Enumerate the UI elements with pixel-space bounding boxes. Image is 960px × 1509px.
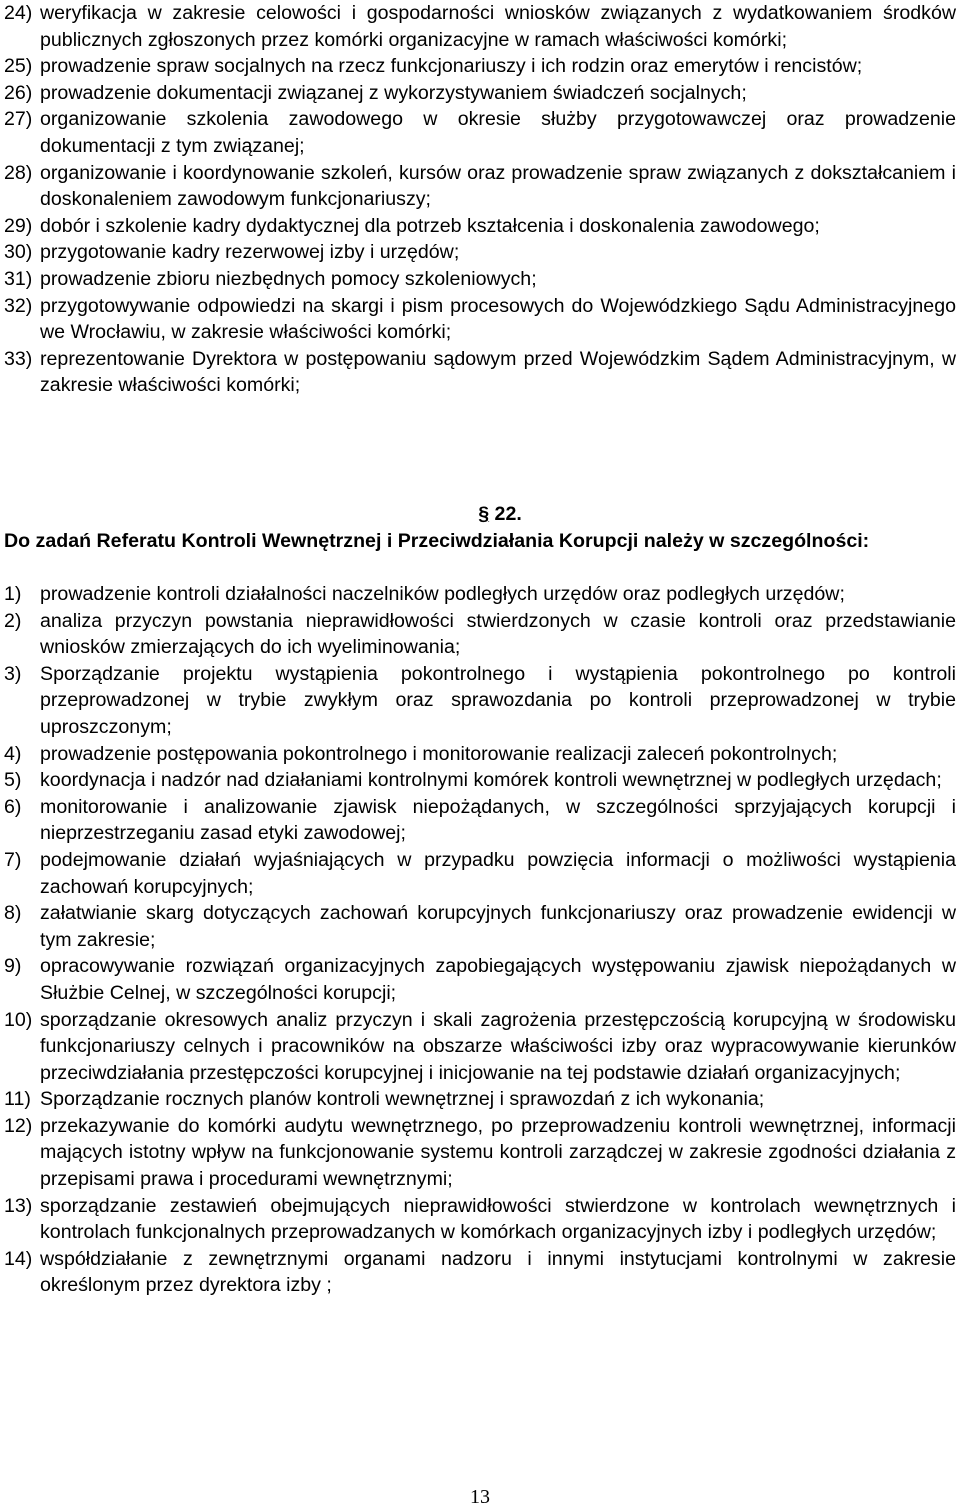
list-item-text: przekazywanie do komórki audytu wewnętrznego, po przeprowadzeniu kontroli wewnętrznej, informacji mających istotny wpływ na funkcjonowanie systemu kontroli zarządczej w zakresie zgodności działania z przepisami prawa i procedurami wewnętrznymi;: [40, 1114, 956, 1191]
list-item-text: organizowanie szkolenia zawodowego w okresie służby przygotowawczej oraz prowadzenie dokumentacji z tym związanej;: [40, 108, 956, 157]
list-item-text: organizowanie i koordynowanie szkoleń, kursów oraz prowadzenie spraw związanych z dokształcaniem i doskonaleniem zawodowym funkcjonariuszy;: [40, 161, 956, 211]
section-symbol: §: [478, 503, 490, 525]
list-item-number: 28): [4, 161, 33, 184]
list-item-number: 12): [4, 1114, 33, 1137]
list-item: [4, 213, 956, 240]
list-item-number: 31): [4, 267, 33, 290]
list-item: [4, 794, 956, 847]
list-item-number: 25): [4, 55, 33, 78]
task-list-continued: [4, 0, 956, 399]
list-item-text: Sporządzanie projektu wystąpienia pokontrolnego i wystąpienia pokontrolnego po kontroli przeprowadzonej w trybie zwykłym oraz sprawozdania po kontroli przeprowadzonej w trybie uproszczonym;: [40, 662, 956, 738]
list-item-text: prowadzenie kontroli działalności naczelników podległych urzędów oraz podległych urzędów;: [40, 583, 845, 605]
list-item-number: 7): [4, 848, 22, 871]
list-item: [4, 266, 956, 293]
list-item-number: 11): [4, 1088, 31, 1111]
list-item: [4, 581, 956, 608]
list-item: [4, 608, 956, 661]
list-item-number: 10): [4, 1008, 33, 1031]
list-item-number: 1): [4, 583, 22, 605]
list-item: [4, 160, 956, 213]
list-item-text: prowadzenie zbioru niezbędnych pomocy szkoleniowych;: [40, 267, 537, 290]
list-item: [4, 661, 956, 741]
list-item: [4, 53, 956, 80]
list-item-text: monitorowanie i analizowanie zjawisk niepożądanych, w szczególności sprzyjających korupcji i nieprzestrzeganiu zasad etyki zawodowej;: [40, 795, 956, 845]
list-item: [4, 293, 956, 346]
list-item: [4, 900, 956, 953]
list-item: [4, 346, 956, 399]
list-item-text: załatwianie skarg dotyczących zachowań korupcyjnych funkcjonariuszy oraz prowadzenie ewidencji w tym zakresie;: [40, 902, 956, 951]
list-item-number: 8): [4, 902, 22, 925]
list-item-number: 2): [4, 609, 22, 632]
section-number: 22.: [494, 503, 522, 525]
list-item-text: analiza przyczyn powstania nieprawidłowości stwierdzonych w czasie kontroli oraz przedstawianie wniosków zmierzających do ich wyeliminowania;: [40, 609, 956, 659]
list-item-number: 5): [4, 769, 22, 792]
list-item-text: przygotowywanie odpowiedzi na skargi i pism procesowych do Wojewódzkiego Sądu Administracyjnego we Wrocławiu, w zakresie właściwości komórki;: [40, 294, 956, 344]
list-item: [4, 80, 956, 107]
list-item-number: 6): [4, 795, 22, 818]
list-item-text: współdziałanie z zewnętrznymi organami nadzoru i innymi instytucjami kontrolnymi w zakresie określonym przez dyrektora izby ;: [40, 1247, 956, 1297]
list-item-text: prowadzenie postępowania pokontrolnego i monitorowanie realizacji zaleceń pokontrolnych;: [40, 742, 838, 765]
list-item: [4, 1007, 956, 1087]
list-item-number: 32): [4, 294, 33, 317]
list-item: [4, 741, 956, 768]
list-item-text: dobór i szkolenie kadry dydaktycznej dla potrzeb kształcenia i doskonalenia zawodowego;: [40, 214, 820, 237]
list-item: [4, 1086, 956, 1113]
section-heading: [0, 501, 960, 527]
list-item-text: podejmowanie działań wyjaśniających w przypadku powzięcia informacji o możliwości wystąpienia zachowań korupcyjnych;: [40, 848, 956, 898]
list-item-text: Sporządzanie rocznych planów kontroli wewnętrznej i sprawozdań z ich wykonania;: [40, 1088, 765, 1111]
list-item-number: 9): [4, 955, 22, 978]
list-item: [4, 847, 956, 900]
list-item-number: 13): [4, 1194, 33, 1217]
list-item: [4, 953, 956, 1006]
list-item: [4, 1246, 956, 1299]
list-item-number: 27): [4, 108, 33, 131]
list-item-number: 24): [4, 2, 33, 24]
list-item-text: prowadzenie spraw socjalnych na rzecz funkcjonariuszy i ich rodzin oraz emerytów i rencistów;: [40, 55, 863, 78]
page-number: 13: [470, 1486, 490, 1508]
list-item: [4, 239, 956, 266]
list-item: [4, 767, 956, 794]
list-item-number: 14): [4, 1247, 33, 1270]
list-item-number: 26): [4, 81, 33, 104]
list-item-number: 4): [4, 742, 22, 765]
list-item-text: opracowywanie rozwiązań organizacyjnych zapobiegających występowaniu zjawisk niepożądanych w Służbie Celnej, w szczególności korupcji;: [40, 955, 956, 1004]
list-item-text: sporządzanie okresowych analiz przyczyn i skali zagrożenia przestępczością korupcyjną w środowisku funkcjonariuszy celnych i pracowników na obszarze właściwości izby oraz wypracowywanie kierunków przeciwdziałania przestępczości korupcyjnej i inicjowanie na tej podstawie działań organizacyjnych;: [40, 1008, 956, 1084]
list-item-number: 33): [4, 347, 33, 370]
list-item-number: 30): [4, 241, 33, 264]
task-list-referat: [4, 581, 956, 1299]
list-item-text: prowadzenie dokumentacji związanej z wykorzystywaniem świadczeń socjalnych;: [40, 81, 747, 104]
list-item: [4, 106, 956, 159]
list-item: [4, 1193, 956, 1246]
list-item-text: weryfikacja w zakresie celowości i gospodarności wniosków związanych z wydatkowaniem środków publicznych zgłoszonych przez komórki organizacyjne w ramach właściwości komórki;: [40, 2, 956, 51]
list-item-text: reprezentowanie Dyrektora w postępowaniu sądowym przed Wojewódzkim Sądem Administracyjnym, w zakresie właściwości komórki;: [40, 347, 956, 397]
list-item-text: koordynacja i nadzór nad działaniami kontrolnymi komórek kontroli wewnętrznej w podległych urzędach;: [40, 769, 942, 792]
list-item-text: sporządzanie zestawień obejmujących nieprawidłowości stwierdzone w kontrolach wewnętrznych i kontrolach funkcjonalnych przeprowadzanych w komórkach organizacyjnych izby i podległych urzędów;: [40, 1194, 956, 1244]
list-item-text: przygotowanie kadry rezerwowej izby i urzędów;: [40, 241, 460, 264]
section-intro: Do zadań Referatu Kontroli Wewnętrznej i Przeciwdziałania Korupcji należy w szczególności:: [4, 530, 870, 552]
list-item: [4, 1113, 956, 1193]
list-item: [4, 0, 956, 53]
list-item-number: 3): [4, 662, 22, 685]
list-item-number: 29): [4, 214, 33, 237]
